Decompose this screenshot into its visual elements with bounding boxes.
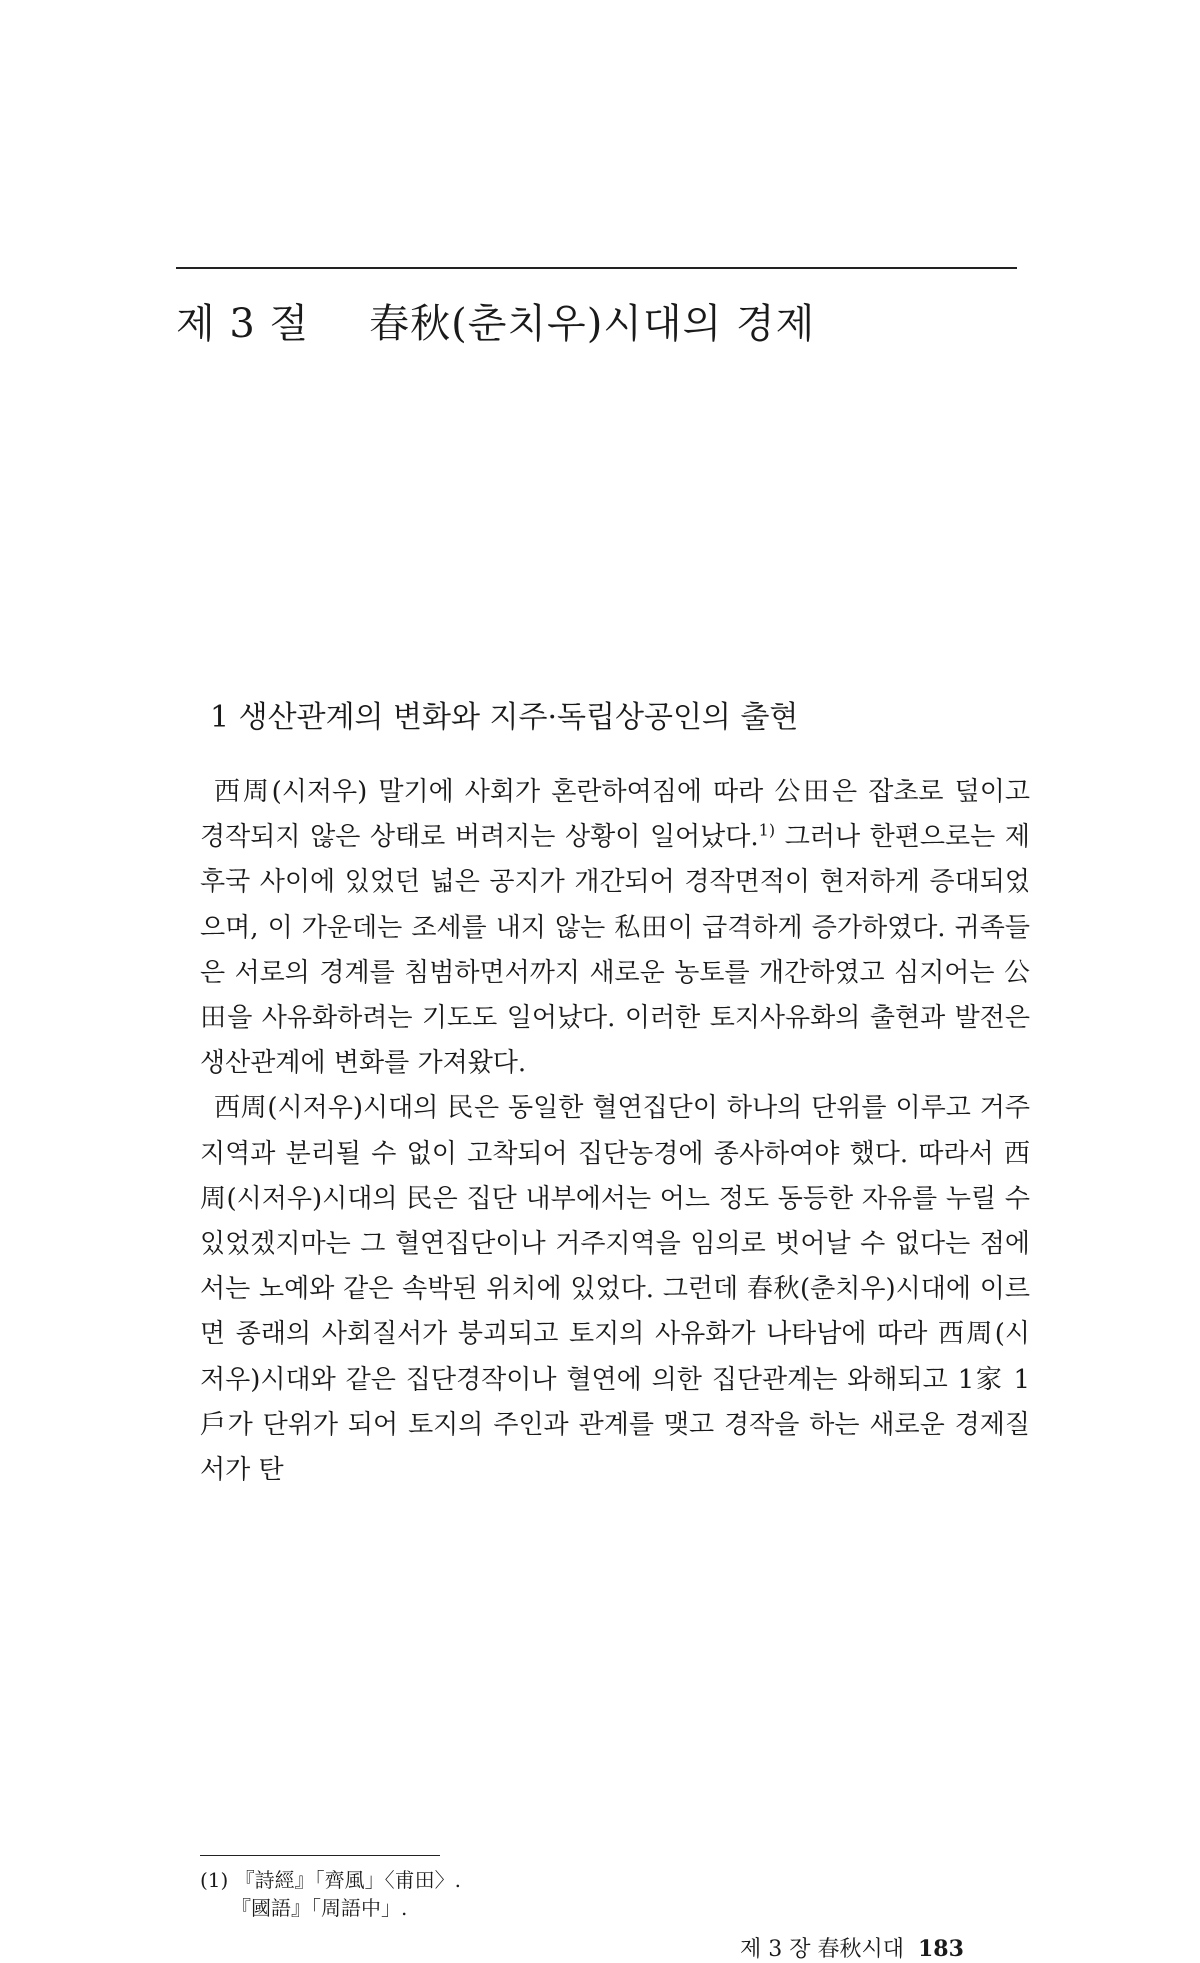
body-text (200, 770, 1030, 1493)
chapter-title (176, 292, 815, 349)
paragraph (200, 770, 1030, 1086)
footnotes (200, 1866, 461, 1922)
chapter-title-text: 春秋(춘치우)시대의 경제 (369, 301, 816, 347)
page-number: 183 (918, 1936, 964, 1962)
footnote-divider (200, 1855, 440, 1856)
chapter-number: 제 3 절 (176, 301, 310, 347)
paragraph: 西周(시저우)시대의 民은 동일한 혈연집단이 하나의 단위를 이루고 거주지역과 분리될 수 없이 고착되어 집단농경에 종사하여야 했다. 따라서 西周(시저우)시대의 民은 집단 내부에서는 어느 정도 동등한 자유를 누릴 수 있었겠지마는 그 혈연집단이나 거주지역을 임의로 벗어날 수 없다는 점에서는 노예와 같은 속박된 위치에 있었다. 그런데 春秋(춘치우)시대에 이르면 종래의 사회질서가 붕괴되고 토지의 사유화가 나타남에 따라 西周(시저우)시대와 같은 집단경작이나 혈연에 의한 집단관계는 와해되고 1家 1戶가 단위가 되어 토지의 주인과 관계를 맺고 경작을 하는 새로운 경제질서가 탄 (200, 1093, 1030, 1486)
running-footer-label: 제 3 장 春秋시대 (740, 1937, 904, 1962)
footnote-marker: 1) (758, 820, 776, 840)
section-heading: 1 생산관계의 변화와 지주·독립상공인의 출현 (210, 700, 799, 735)
paragraph-text: 그러나 한편으로는 제후국 사이에 있었던 넓은 공지가 개간되어 경작면적이 현저하게 증대되었으며, 이 가운데는 조세를 내지 않는 私田이 급격하게 증가하였다. 귀족들은 서로의 경계를 침범하면서까지 새로운 농토를 개간하였고 심지어는 公田을 사유화하려는 기도도 일어났다. 이러한 토지사유화의 출현과 발전은 생산관계에 변화를 가져왔다. (200, 822, 1030, 1079)
footnote: 『國語』「周語中」. (231, 1896, 408, 1920)
running-footer (740, 1932, 964, 1963)
chapter-top-rule (176, 267, 1017, 269)
paragraph-text: 西周(시저우) 말기에 사회가 혼란하여짐에 따라 公田은 잡초로 덮이고 경작되지 않은 상태로 버려지는 상황이 일어났다. (200, 777, 1030, 853)
footnote: (1) 『詩經』「齊風」〈甫田〉. (200, 1868, 462, 1892)
